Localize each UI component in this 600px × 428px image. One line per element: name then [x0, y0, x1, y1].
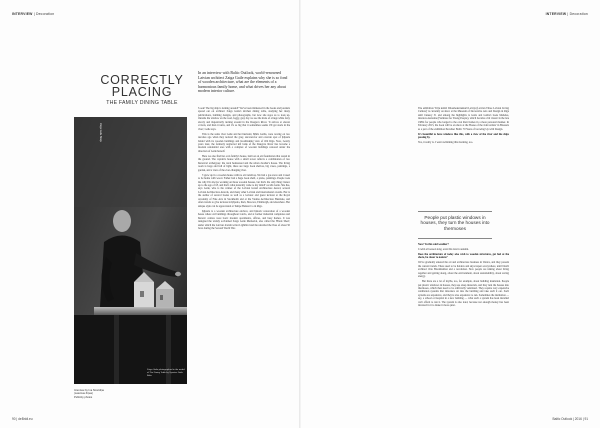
photo-caption: Zaiga Gaile photographed in the model of The Dining Table by Vyantes Gaile Beliu	[147, 369, 185, 377]
body-paragraph: 'I grew up in a wooden house with no old relatives. We had a gas stove and it used to be home with wood. Father had a huge book shelf, a piano, paintings. People took me why I'm always working on these wooden houses, but that's the only thing I knew up to the age of 18, and that's what naturally came to my mind!' recalls Gaile. She has, says Gaile, who is the winner of the Latvian Grand Architecture Award, several Latvian Architecture Awards, and many other Latvian and international awards. Her is the author of several books as well as a lecturer and guest lecturer at the Royal Academy of Fine Arts in Stockholm and at the Vienna Architecture Biennale, and often travels to give lectures in Ķīpsala, Kiev, Moscow, Edinburgh, and elsewhere. Her unique style can be appreciated at Tempe Banner Co in Riga.	[198, 173, 290, 208]
interview-answer: But there are a lot of myths, too, for example, about building insulation. People put plastic windows in houses, they use sleep materials, and they turn the houses into thermoses, which then need to be artificially ventilated. They require very expensive ventilation systems that introduce air into the building and take such it out. Such systems are expensive, and they're also expensive to run. Sometimes the institution — say, a school or hospital in a new building — what such a system has been installed can't afford to run it. The system is also loud, because not enough money has been invested in it to make it more quiet.	[418, 280, 509, 308]
pullquote: People put plastic windows in houses, they turn the houses into thermoses	[420, 215, 490, 231]
body-paragraph: 'Look! The big ship is turning around!' We've been immersed in the books and journals spread out on architect Zaiga Gaile's kitchen dining table, studying her many publications, building designs, and photographs, but now she stops us to look up. Outside the window on the road, foggy, grey day we see the mole of a huge white ferry slowly and majestically turning around in the Daugava River. 'It arrives at eleven o'clock, and then it turns, and it's so big that it sometimes seems it'll get stuck in the river,' Gaile says.	[198, 107, 291, 131]
running-head-left: INTERVIEW | Decoration	[12, 12, 55, 16]
interview-answer: We've gradually entered the art and architecture business in Venice, and they present the current trends. There used to be holders and skyscrapers everywhere, until Dutch architect Otto Bruckheimer and a revolution. Now people are talking about living together and getting along, about the environment, about sustainability, about saving energy.	[418, 261, 509, 279]
pullquote-rule-top	[418, 211, 492, 212]
body-column-2-continued	[418, 243, 509, 309]
body-paragraph: This is the same river Gaile and her husband, Māris Gailis, were rowing on two decades ago when they noticed the grey, uncared-for and overrun spot of Ķīpsala Island with its wooden buildings and breathtaking view of Old Riga. Now, twenty years later, the formerly neglected left bank of the Daugava River has become a modern residential area with a complex of wooden buildings restored under the direction of Gaile herself.	[198, 132, 290, 153]
interview-question: It's beautiful to have windows like this, with a view of the river and the ships passing by.	[418, 132, 509, 140]
folio-left: 90 | deBridi.eu	[12, 417, 33, 421]
article-credits	[74, 389, 134, 399]
credit-publication: (Laternas Ziņas)	[74, 392, 93, 396]
interview-question: Does the architecture of today also wish to wooden structures, get feel at the shore, be closer to nature?	[418, 252, 509, 260]
photo-illustration	[74, 117, 187, 384]
interview-question: Now? In this cold weather?	[418, 243, 449, 246]
folio-right: Baltic Outlook | 2016 | 91	[552, 417, 588, 421]
credit-interviewer: Interview by Ina Strazdiņa	[74, 389, 104, 392]
portrait-photo	[74, 117, 187, 384]
body-paragraph: The exhibition 'Triju kalnā: Džosmokstrukturā Latvija (Latvian Three Latvian Living Culture)' is currently on show at the Museum of Decorative Arts and Design in Riga until January 31 and among the highlights is Gaile and Gailis's book Mebeles, interiors ekstreme (Furniture for Young People), which became a hit classic in the late 1980s for people who longed to the own their homes in a more personal manner. In February 2015, the book will be on show at the House of the Joint Artists' in Brussels as a part of the exhibition Paradise: Baltic 70 Years of Growing Up with Design.	[418, 107, 509, 131]
article-headline	[96, 74, 188, 106]
interview-answer: I swim all season long, even this late in autumn.	[418, 247, 469, 251]
article-subtitle: THE FAMILY DINING TABLE	[106, 100, 178, 106]
running-head-right: INTERVIEW | Decoration	[545, 12, 588, 16]
body-paragraph: Ķīpsala is a wooden architecture enclave, and historic restoration of a wooden house where old buildings throughout Latvia, and at former industrial complexes and historic centres were born: modern apartments, offices, and busy homes. It was designed the widely acclaimed Zaiga Gaile Memorial, also called the 'Black Shed', under which the Latvian Jewish writer Lightbird and the unveiled the lives of about 50 Jews during the Second World War.	[198, 209, 290, 230]
article-title: CORRECTLY PLACING	[100, 73, 184, 99]
right-page	[300, 0, 600, 428]
section-label: INTERVIEW	[545, 12, 567, 16]
body-paragraph: Here we also find her own family's house, built on an old foundation that rested in the ground. The captain's house with a small tower reflects a combination of two historical archetypes: the rural homestead and the urban dweller's house. The living room is large and full of light, there are large book shelves, big vases, paintings, a garden, and a view of the ever-changing river.	[198, 154, 290, 172]
photo-credit: Zaiga Gaile Birojs	[99, 123, 102, 142]
section-label: INTERVIEW	[12, 12, 33, 16]
section-sub: Decoration	[569, 12, 588, 16]
article-intro: In an interview with Baltic Outlook, world-renowned Latvian architect Zaiga Gaile explains why she is so fond of wooden architecture, what are the elements of a harmonious family home, and what drives her any about modern interior culture.	[198, 71, 288, 94]
section-sub: Decoration	[35, 12, 55, 16]
pullquote-rule-bottom	[418, 238, 492, 239]
interview-answer: Yes, it really is. I went swimming this morning, too.	[418, 141, 473, 145]
body-column-1	[198, 107, 290, 232]
body-column-2	[418, 107, 509, 146]
credit-photos: Publicity photos	[74, 395, 93, 399]
